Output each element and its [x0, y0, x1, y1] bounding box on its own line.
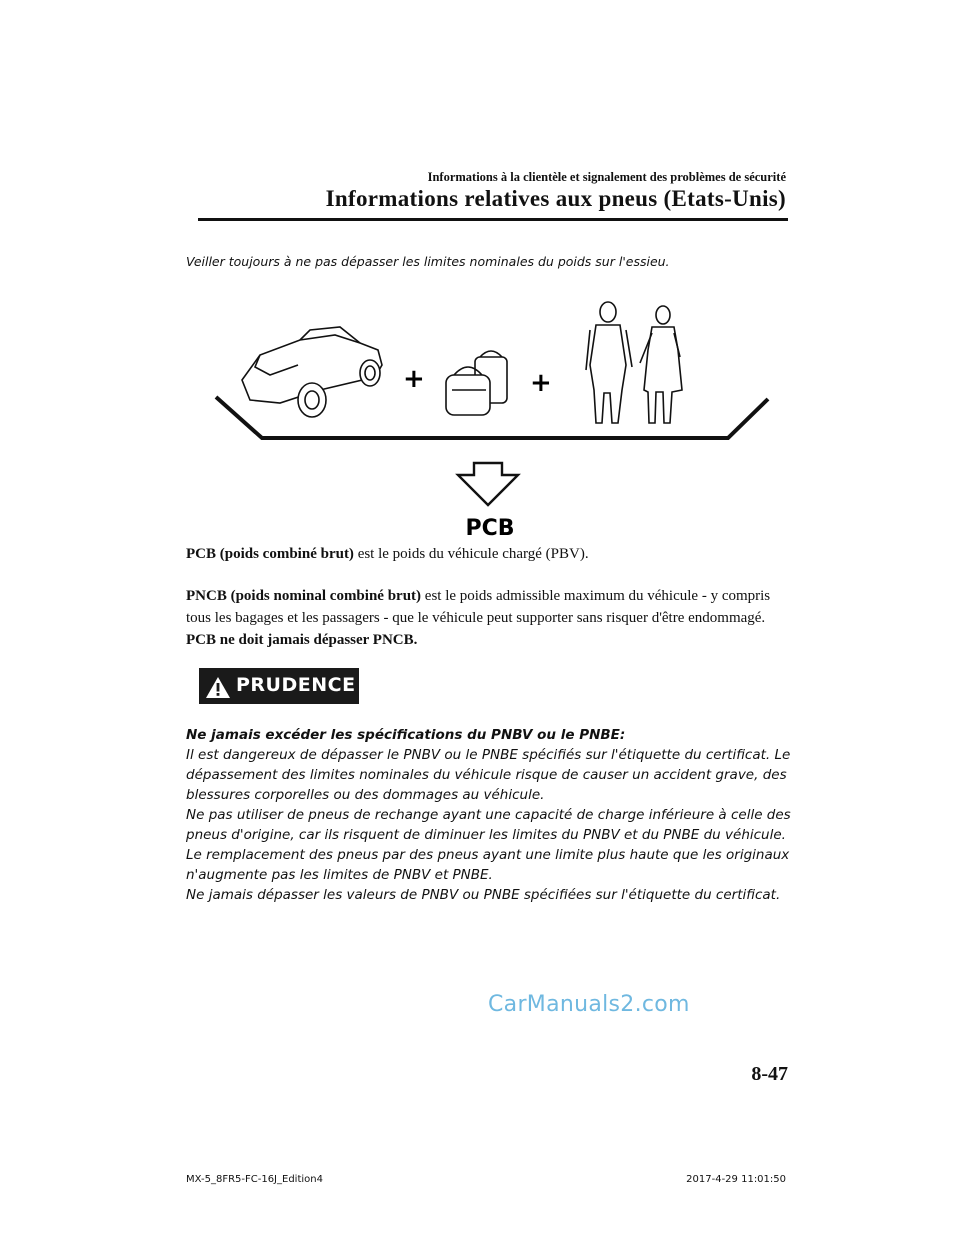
section-title: Informations relatives aux pneus (Etats-Unis) [325, 186, 786, 211]
gcw-illustration [200, 295, 780, 545]
pncb-term: PNCB (poids nominal combiné brut) [186, 588, 422, 604]
pcb-label: PCB [465, 516, 515, 541]
luggage-illustration [446, 351, 507, 415]
paragraph-pcb [186, 543, 786, 565]
paragraph-pncb [186, 585, 786, 651]
warning-label: PRUDENCE [236, 674, 356, 696]
pcb-definition: est le poids du véhicule chargé (PBV). [353, 546, 589, 562]
pcb-term: PCB (poids combiné brut) [186, 546, 354, 562]
footer-timestamp: 2017-4-29 11:01:50 [686, 1174, 786, 1185]
plus-sign-2: + [530, 368, 552, 398]
pncb-rule: PCB ne doit jamais dépasser PNCB. [186, 632, 418, 648]
watermark-logo: CarManuals2.com [488, 992, 690, 1017]
footer-edition: MX-5_8FR5-FC-16J_Edition4 [186, 1174, 323, 1185]
passengers-illustration [586, 302, 682, 423]
title-rule [198, 218, 788, 221]
warning-text-1: Il est dangereux de dépasser le PNBV ou le PNBE spécifiés sur l'étiquette du certificat. Le dépassement des limites nominales du véhicule risque de causer un accident grave, des blessures corporelles ou des dommages au véhicule. [186, 747, 791, 803]
pncb-definition: est le poids admissible maximum du véhicule - y compris tous les bagages et les passagers - que le véhicule peut supporter sans risquer d'être endommagé. [186, 588, 771, 626]
warning-triangle-icon [205, 676, 231, 699]
page-number: 8-47 [751, 1063, 788, 1085]
down-arrow-icon [458, 463, 518, 505]
warning-heading: Ne jamais excéder les spécifications du PNBV ou le PNBE: [186, 727, 626, 743]
warning-body [186, 725, 796, 905]
section-subtitle: Informations à la clientèle et signalement des problèmes de sécurité [427, 170, 786, 184]
warning-text-3: Ne jamais dépasser les valeurs de PNBV ou PNBE spécifiées sur l'étiquette du certificat. [186, 887, 781, 903]
figure-caption: Veiller toujours à ne pas dépasser les limites nominales du poids sur l'essieu. [186, 254, 670, 269]
plus-sign-1: + [403, 364, 425, 394]
warning-text-2: Ne pas utiliser de pneus de rechange ayant une capacité de charge inférieure à celle des pneus d'origine, car ils risquent de diminuer les limites du PNBV et du PNBE du véhicule. Le remplacement des pneus par des pneus ayant une limite plus haute que les originaux n'augmente pas les limites de PNBV et PNBE. [186, 807, 791, 883]
car-illustration [242, 327, 382, 417]
